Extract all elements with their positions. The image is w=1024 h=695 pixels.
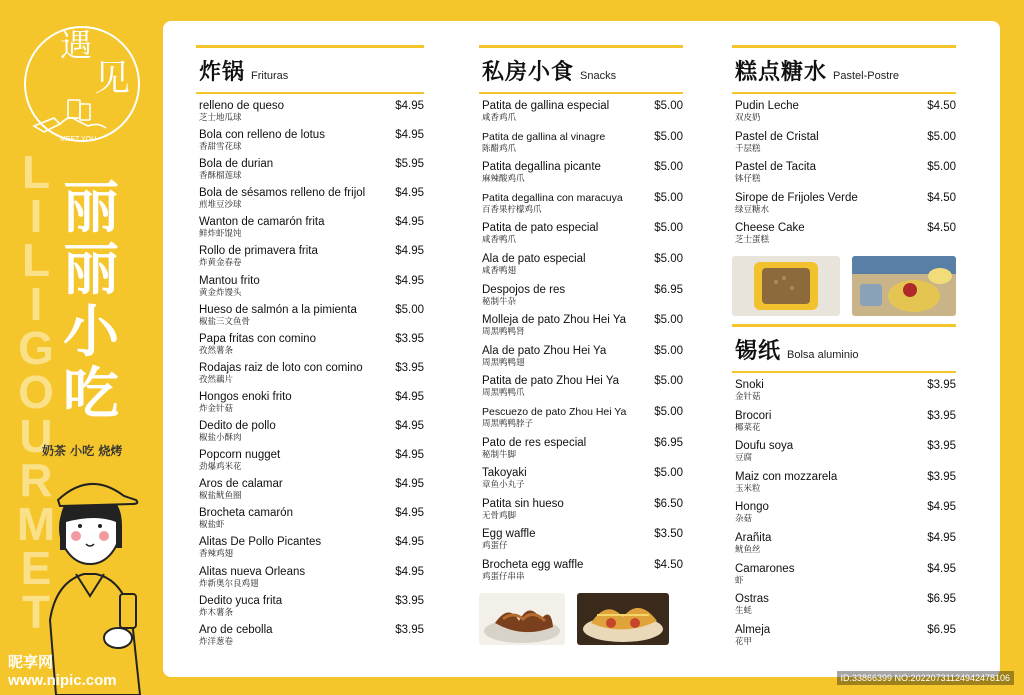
menu-item <box>479 405 683 436</box>
logo-subtitle: MEET YOU <box>60 136 97 143</box>
menu-item-price: $4.95 <box>395 187 424 200</box>
brand-panel <box>0 0 165 695</box>
menu-item-name-cn: 香辣鸡翅 <box>199 549 234 560</box>
ghost-letter: G <box>18 322 54 374</box>
section-title-en: Frituras <box>251 70 289 82</box>
menu-item-price: $4.95 <box>395 245 424 258</box>
menu-item-price: $4.95 <box>395 274 424 287</box>
menu-item-name: Hueso de salmón a la pimienta <box>199 303 357 316</box>
section-divider <box>732 371 956 373</box>
menu-item-name: Popcorn nugget <box>199 449 281 462</box>
menu-item-name-cn: 煎堆豆沙球 <box>199 200 242 211</box>
brand-title-char: 小 <box>63 300 119 365</box>
menu-item-price: $5.00 <box>654 467 683 480</box>
menu-item-price: $4.50 <box>927 191 956 204</box>
ghost-letter: I <box>29 190 43 242</box>
menu-item-price: $4.95 <box>927 501 956 514</box>
menu-item-name-cn: 咸香鸭爪 <box>482 235 517 246</box>
menu-item-price: $4.50 <box>927 100 956 112</box>
menu-item-price: $4.95 <box>395 390 424 403</box>
menu-item-name: Egg waffle <box>482 528 536 541</box>
logo-text <box>60 26 150 99</box>
menu-item <box>479 283 683 314</box>
menu-item-price: $3.95 <box>927 440 956 453</box>
menu-item-price: $5.00 <box>654 130 683 143</box>
menu-item-name: Patita de pato especial <box>482 222 599 235</box>
menu-item-name-cn: 劲爆鸡米花 <box>199 462 242 473</box>
menu-item-name-cn: 周黑鸭鸭肾 <box>482 327 525 338</box>
watermark-text: 昵享网 www.nipic.com <box>8 654 117 689</box>
menu-item <box>196 332 424 361</box>
menu-item-name-cn: 麻辣酸鸡爪 <box>482 174 525 185</box>
menu-item-name: Bola con relleno de lotus <box>199 129 325 142</box>
menu-item <box>479 374 683 405</box>
menu-column-snacks <box>479 45 683 645</box>
menu-item-name-cn: 金针菇 <box>735 391 761 402</box>
section-title-cn: 炸锅 <box>199 60 246 85</box>
section-header-snacks <box>479 48 683 92</box>
menu-list-foil <box>732 378 956 653</box>
menu-item-name-cn: 鱿鱼丝 <box>735 544 761 555</box>
menu-item-name: Wanton de camarón frita <box>199 216 325 229</box>
menu-item-price: $5.00 <box>927 130 956 143</box>
logo-char: 遇 <box>60 26 93 64</box>
menu-item <box>196 361 424 390</box>
menu-list-desserts <box>732 99 956 252</box>
menu-item <box>196 594 424 623</box>
section-divider <box>732 92 956 94</box>
menu-item-name-cn: 章鱼小丸子 <box>482 480 525 491</box>
menu-item-price: $4.95 <box>395 565 424 578</box>
menu-item-price: $5.95 <box>395 158 424 171</box>
menu-item <box>196 419 424 448</box>
menu-item <box>196 477 424 506</box>
section-divider <box>196 92 424 94</box>
menu-item-name: Sirope de Frijoles Verde <box>735 191 858 204</box>
snacks-photos <box>479 593 683 645</box>
menu-item <box>196 390 424 419</box>
menu-item-name-cn: 无骨鸡脚 <box>482 510 517 521</box>
menu-item <box>196 303 424 332</box>
menu-item <box>732 99 956 130</box>
menu-item-name-cn: 生蚝 <box>735 606 753 617</box>
menu-item-price: $6.95 <box>927 623 956 636</box>
menu-item-name-cn: 香甜雪花球 <box>199 142 242 153</box>
menu-item <box>479 252 683 283</box>
menu-item-name: Pastel de Tacita <box>735 161 816 174</box>
menu-item-price: $5.00 <box>654 344 683 357</box>
menu-item-name-cn: 椒盐三文鱼骨 <box>199 316 251 327</box>
menu-item-name: Patita degallina picante <box>482 161 601 174</box>
section-title-en: Snacks <box>580 70 617 82</box>
menu-item-price: $4.95 <box>395 449 424 462</box>
menu-item-name: Camarones <box>735 562 795 575</box>
menu-item-price: $4.95 <box>395 536 424 549</box>
menu-item-name-cn: 千层糕 <box>735 143 761 154</box>
section-foil <box>732 324 956 653</box>
logo-char: 见 <box>94 58 131 99</box>
menu-item-name-cn: 花甲 <box>735 636 753 647</box>
menu-item-price: $3.95 <box>395 623 424 636</box>
menu-item <box>732 191 956 222</box>
menu-item-name-cn: 椒盐鱿鱼圈 <box>199 491 242 502</box>
menu-item <box>732 592 956 623</box>
menu-item <box>196 99 424 128</box>
menu-item-name: Arañita <box>735 531 772 544</box>
brand-title-char: 丽 <box>63 238 119 303</box>
menu-item-name: Dedito de pollo <box>199 420 276 433</box>
menu-item-name: Ostras <box>735 593 769 606</box>
menu-item-price: $5.00 <box>654 252 683 265</box>
menu-item-name: Despojos de res <box>482 283 566 296</box>
menu-item-name: Maiz con mozzarela <box>735 470 838 483</box>
menu-item-name: Almeja <box>735 623 771 636</box>
menu-item-name-cn: 芝士蛋糕 <box>735 235 770 246</box>
menu-item-name: Patita degallina con maracuya <box>482 191 623 204</box>
menu-item-price: $5.00 <box>654 222 683 235</box>
menu-item-price: $4.95 <box>395 129 424 142</box>
menu-item-price: $5.00 <box>654 375 683 388</box>
menu-item-price: $5.00 <box>654 314 683 327</box>
menu-column-fried <box>196 45 424 652</box>
menu-item-name-cn: 豆腐 <box>735 453 753 464</box>
menu-item-name: Patita de gallina al vinagre <box>482 130 606 143</box>
menu-item-price: $3.50 <box>654 528 683 541</box>
menu-item-name: Ala de pato especial <box>482 252 586 265</box>
menu-item-name-cn: 芝士地瓜球 <box>199 113 242 123</box>
menu-item-price: $4.50 <box>654 558 683 571</box>
menu-item <box>732 562 956 593</box>
menu-item <box>479 160 683 191</box>
menu-item-price: $5.00 <box>395 303 424 316</box>
menu-item-name: Doufu soya <box>735 440 794 453</box>
menu-item-name: Cheese Cake <box>735 222 805 235</box>
menu-item-name-cn: 炸金针菇 <box>199 403 234 414</box>
menu-item <box>479 527 683 558</box>
menu-item-price: $4.95 <box>395 478 424 491</box>
menu-item-name: Bola de durian <box>199 158 274 171</box>
menu-item <box>732 531 956 562</box>
brand-title-char: 丽 <box>63 176 119 241</box>
menu-list-snacks <box>479 99 683 589</box>
section-header-foil <box>732 327 956 371</box>
menu-item-name: Hongos enoki frito <box>199 390 292 403</box>
menu-item-name-cn: 玉米粒 <box>735 483 761 494</box>
menu-item-price: $3.95 <box>395 594 424 607</box>
menu-item-price: $6.95 <box>654 283 683 296</box>
section-divider <box>479 92 683 94</box>
menu-item-name: Takoyaki <box>482 467 527 480</box>
menu-item-name: Patita sin hueso <box>482 497 564 510</box>
ghost-letter: M <box>16 498 56 550</box>
menu-item-name: Alitas nueva Orleans <box>199 565 306 578</box>
menu-item-name: Dedito yuca frita <box>199 594 283 607</box>
menu-item-name-cn: 咸香鸡爪 <box>482 113 517 123</box>
menu-item <box>732 130 956 161</box>
menu-item-name-cn: 炸新奥尔良鸡翅 <box>199 578 259 589</box>
menu-item <box>196 244 424 273</box>
menu-item-name: Pudin Leche <box>735 100 799 112</box>
menu-list-fried <box>196 99 424 652</box>
menu-item-price: $4.50 <box>927 222 956 235</box>
menu-item-name: Pastel de Cristal <box>735 130 819 143</box>
menu-item <box>479 466 683 497</box>
menu-item-name: Mantou frito <box>199 274 260 287</box>
desserts-photos <box>732 256 956 316</box>
menu-item-name-cn: 炸黄金春卷 <box>199 258 242 269</box>
menu-item <box>732 160 956 191</box>
menu-item-name: Brocori <box>735 409 772 422</box>
menu-item-name-cn: 杂菇 <box>735 514 753 525</box>
menu-item <box>479 313 683 344</box>
menu-item <box>732 378 956 409</box>
ghost-letter: U <box>19 410 53 462</box>
menu-item <box>732 221 956 252</box>
menu-item-name-cn: 咸香鸭翅 <box>482 265 517 276</box>
menu-item <box>732 500 956 531</box>
ghost-letter: T <box>21 586 51 638</box>
menu-item-name: Brocheta egg waffle <box>482 558 584 571</box>
menu-item <box>479 436 683 467</box>
menu-item <box>196 623 424 652</box>
menu-item-price: $5.00 <box>654 191 683 204</box>
menu-item <box>732 409 956 440</box>
menu-item-price: $3.95 <box>395 361 424 374</box>
menu-item <box>479 221 683 252</box>
menu-item-price: $4.95 <box>395 100 424 112</box>
section-title-cn: 糕点糖水 <box>735 60 828 85</box>
menu-item-name: Alitas De Pollo Picantes <box>199 536 322 549</box>
section-header-fried <box>196 48 424 92</box>
menu-item <box>732 470 956 501</box>
menu-item-name-cn: 周黑鸭鸭爪 <box>482 388 525 399</box>
menu-item-name: Molleja de pato Zhou Hei Ya <box>482 314 627 327</box>
chicken-feet-photo <box>479 593 565 645</box>
menu-item-price: $3.95 <box>927 409 956 422</box>
menu-item-price: $4.95 <box>927 562 956 575</box>
menu-item-name: Aros de calamar <box>199 478 283 491</box>
menu-item <box>196 448 424 477</box>
brand-title <box>56 178 126 426</box>
menu-item-name-cn: 虾 <box>735 575 744 586</box>
menu-item-name-cn: 炸洋葱卷 <box>199 636 234 647</box>
menu-item-price: $6.95 <box>654 436 683 449</box>
menu-item-name: Pato de res especial <box>482 436 587 449</box>
menu-item <box>479 99 683 130</box>
section-title-en: Pastel-Postre <box>833 70 900 82</box>
menu-item-name-cn: 椰菜花 <box>735 422 761 433</box>
menu-item-name: Patita de pato Zhou Hei Ya <box>482 375 620 388</box>
menu-item <box>479 344 683 375</box>
menu-item <box>196 215 424 244</box>
menu-item-price: $3.95 <box>927 378 956 391</box>
menu-item-name-cn: 周黑鸭鸭脖子 <box>482 418 534 429</box>
menu-item-name-cn: 孜然藕片 <box>199 374 234 385</box>
menu-item-price: $4.95 <box>395 507 424 520</box>
ghost-letter: O <box>18 366 54 418</box>
jelly-cup-photo <box>852 256 956 316</box>
menu-item-name-cn: 鲜炸虾馄饨 <box>199 229 242 240</box>
menu-item-name: Pescuezo de pato Zhou Hei Ya <box>482 405 627 418</box>
ghost-letter: R <box>19 454 53 506</box>
brand-title-char: 吃 <box>63 362 119 427</box>
bean-soup-photo <box>732 256 840 316</box>
menu-item <box>479 130 683 161</box>
menu-item-name-cn: 双皮奶 <box>735 113 761 123</box>
menu-item <box>196 535 424 564</box>
menu-item <box>196 274 424 303</box>
menu-item-name-cn: 黄金炸馒头 <box>199 287 242 298</box>
menu-item-name-cn: 椒盐小酥肉 <box>199 433 242 444</box>
menu-item-name-cn: 周黑鸭鸭翅 <box>482 357 525 368</box>
menu-item-name: Rodajas raiz de loto con comino <box>199 361 363 374</box>
menu-card <box>163 21 1000 677</box>
menu-item-name-cn: 炸木薯条 <box>199 607 234 618</box>
menu-item <box>196 186 424 215</box>
menu-item <box>732 439 956 470</box>
ghost-letter: L <box>21 234 51 286</box>
menu-item-name-cn: 孜然薯条 <box>199 345 234 356</box>
menu-item-price: $3.95 <box>395 332 424 345</box>
menu-item-price: $5.00 <box>654 100 683 112</box>
menu-column-desserts <box>732 45 956 653</box>
menu-item-name: Bola de sésamos relleno de frijol <box>199 187 366 200</box>
menu-item-name: Papa fritas con comino <box>199 332 316 345</box>
brand-tagline: 奶茶 小吃 烧烤 <box>42 444 123 458</box>
fried-snack-photo <box>577 593 669 645</box>
menu-item <box>196 506 424 535</box>
menu-item-price: $5.00 <box>654 161 683 174</box>
menu-item-name-cn: 钵仔糕 <box>735 174 761 185</box>
ghost-letter: I <box>29 278 43 330</box>
menu-item-name: Aro de cebolla <box>199 623 273 636</box>
menu-item-name-cn: 椒盐虾 <box>199 520 225 531</box>
menu-item-name-cn: 香酥榴莲球 <box>199 171 242 182</box>
menu-item <box>479 497 683 528</box>
menu-item <box>479 191 683 222</box>
menu-item-name-cn: 绿豆糖水 <box>735 204 770 215</box>
image-id-label: ID:33866399 NO:20220731124942478106 <box>837 671 1014 685</box>
menu-item-name: Ala de pato Zhou Hei Ya <box>482 344 607 357</box>
menu-item-price: $4.95 <box>395 216 424 229</box>
menu-item <box>196 157 424 186</box>
menu-item-name-cn: 秘制牛杂 <box>482 296 517 307</box>
menu-item-price: $5.00 <box>927 161 956 174</box>
drink-cups-icon <box>30 96 110 136</box>
ghost-letter: L <box>21 146 51 198</box>
section-title-cn: 锡纸 <box>735 338 782 364</box>
menu-item <box>479 558 683 589</box>
menu-item-price: $6.95 <box>927 593 956 606</box>
section-title-en: Bolsa aluminio <box>787 348 859 361</box>
menu-item-name-cn: 陈醋鸡爪 <box>482 143 517 154</box>
section-title-cn: 私房小食 <box>482 60 575 85</box>
section-header-desserts <box>732 48 956 92</box>
menu-item-name: Snoki <box>735 378 764 391</box>
ghost-letter: E <box>20 542 52 594</box>
menu-item-name-cn: 鸡蛋仔串串 <box>482 571 525 582</box>
menu-item <box>196 128 424 157</box>
menu-item-price: $6.50 <box>654 497 683 510</box>
menu-item-name-cn: 百香果柠檬鸡爪 <box>482 204 542 215</box>
menu-item-price: $4.95 <box>927 531 956 544</box>
menu-item <box>196 565 424 594</box>
menu-item-price: $3.95 <box>927 470 956 483</box>
menu-item-name: Rollo de primavera frita <box>199 245 318 258</box>
menu-item <box>732 623 956 654</box>
menu-item-name: Brocheta camarón <box>199 507 293 520</box>
menu-item-name: Patita de gallina especial <box>482 100 610 112</box>
menu-item-name-cn: 秘制牛脚 <box>482 449 517 460</box>
menu-item-price: $5.00 <box>654 405 683 418</box>
menu-item-price: $4.95 <box>395 420 424 433</box>
menu-item-name-cn: 鸡蛋仔 <box>482 541 508 552</box>
menu-item-name: Hongo <box>735 501 769 514</box>
menu-item-name: relleno de queso <box>199 100 285 112</box>
